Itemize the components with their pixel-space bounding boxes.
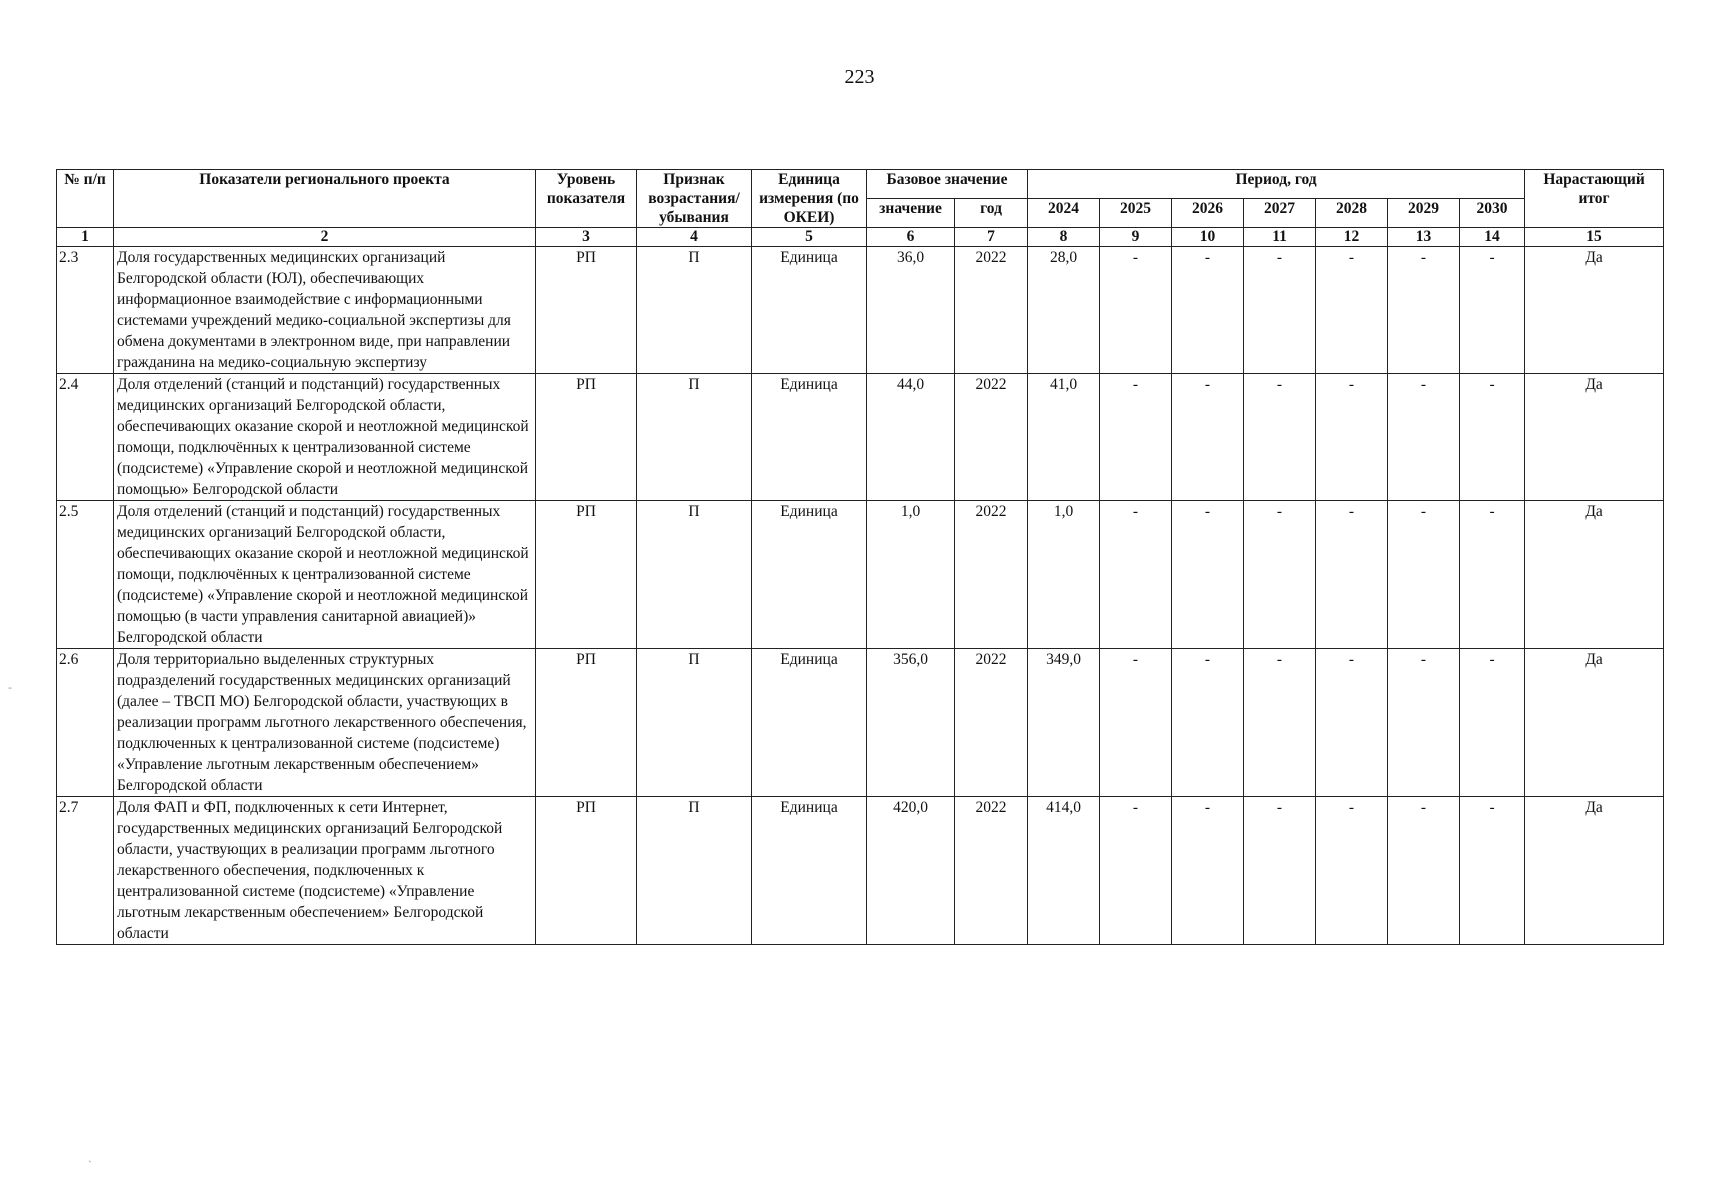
header-sign: Признак возрастания/ убывания [637, 170, 752, 228]
unit-cell: Единица [752, 374, 867, 501]
scan-speck: - [8, 680, 12, 694]
table-row [57, 649, 1664, 797]
cumulative-cell: Да [1525, 247, 1664, 374]
year-value-cell: - [1100, 501, 1172, 649]
base-year-cell: 2022 [955, 247, 1028, 374]
year-value-cell: - [1316, 374, 1388, 501]
year-value-cell: - [1460, 501, 1525, 649]
cumulative-cell: Да [1525, 501, 1664, 649]
level-cell: РП [536, 501, 637, 649]
column-numbers-row [57, 228, 1664, 247]
year-value-cell: - [1244, 797, 1316, 945]
sign-cell: П [637, 501, 752, 649]
column-number: 6 [867, 228, 955, 247]
year-value-cell: - [1460, 649, 1525, 797]
column-number: 3 [536, 228, 637, 247]
year-value-cell: - [1244, 247, 1316, 374]
year-value-cell: - [1316, 649, 1388, 797]
header-unit: Единица измерения (по ОКЕИ) [752, 170, 867, 228]
indicators-table [56, 169, 1664, 945]
column-number: 4 [637, 228, 752, 247]
indicator-name: Доля ФАП и ФП, подключенных к сети Интернет, государственных медицинских организаций Белгородской области, участвующих в реализации программ льготного лекарственного обеспечения, подключенных к централизованной системе (подсистеме) «Управление льготным лекарственным обеспечением» Белгородской области [114, 797, 536, 945]
column-number: 12 [1316, 228, 1388, 247]
header-year: 2024 [1028, 199, 1100, 228]
year-value-cell: - [1172, 374, 1244, 501]
base-year-cell: 2022 [955, 374, 1028, 501]
page-number: 223 [844, 66, 875, 88]
cumulative-cell: Да [1525, 374, 1664, 501]
column-number: 9 [1100, 228, 1172, 247]
year-value-cell: - [1172, 501, 1244, 649]
indicator-name: Доля отделений (станций и подстанций) государственных медицинских организаций Белгородской области, обеспечивающих оказание скорой и неотложной медицинской помощи, подключённых к централизованной системе (подсистеме) «Управление скорой и неотложной медицинской помощью (в части управления санитарной авиацией)» Белгородской области [114, 501, 536, 649]
year-value-cell: - [1388, 797, 1460, 945]
year-value-cell: - [1244, 649, 1316, 797]
year-value-cell: - [1244, 374, 1316, 501]
sign-cell: П [637, 649, 752, 797]
column-number: 13 [1388, 228, 1460, 247]
year-value-cell: - [1388, 247, 1460, 374]
column-number: 11 [1244, 228, 1316, 247]
year-value-cell: - [1388, 649, 1460, 797]
base-year-cell: 2022 [955, 501, 1028, 649]
column-number: 2 [114, 228, 536, 247]
header-base-year: год [955, 199, 1028, 228]
level-cell: РП [536, 797, 637, 945]
base-value-cell: 1,0 [867, 501, 955, 649]
year-value-cell: - [1100, 797, 1172, 945]
base-value-cell: 356,0 [867, 649, 955, 797]
year-value-cell: - [1460, 247, 1525, 374]
sign-cell: П [637, 797, 752, 945]
header-cumulative: Нарастающий итог [1525, 170, 1664, 228]
year-value-cell: - [1172, 797, 1244, 945]
level-cell: РП [536, 649, 637, 797]
indicator-name: Доля государственных медицинских организаций Белгородской области (ЮЛ), обеспечивающих информационное взаимодействие с информационными системами учреждений медико-социальной экспертизы для обмена документами в электронном виде, при направлении гражданина на медико-социальную экспертизу [114, 247, 536, 374]
column-number: 15 [1525, 228, 1664, 247]
header-year: 2030 [1460, 199, 1525, 228]
row-number: 2.4 [57, 374, 114, 501]
year-value-cell: 41,0 [1028, 374, 1100, 501]
year-value-cell: - [1316, 247, 1388, 374]
table-row [57, 501, 1664, 649]
cumulative-cell: Да [1525, 797, 1664, 945]
scan-speck: ` [88, 1158, 92, 1172]
header-base-value: значение [867, 199, 955, 228]
indicator-name: Доля отделений (станций и подстанций) государственных медицинских организаций Белгородской области, обеспечивающих оказание скорой и неотложной медицинской помощи, подключённых к централизованной системе (подсистеме) «Управление скорой и неотложной медицинской помощью» Белгородской области [114, 374, 536, 501]
year-value-cell: - [1388, 501, 1460, 649]
base-value-cell: 36,0 [867, 247, 955, 374]
year-value-cell: - [1100, 247, 1172, 374]
header-num: № п/п [57, 170, 114, 228]
year-value-cell: 1,0 [1028, 501, 1100, 649]
table-row [57, 374, 1664, 501]
cumulative-cell: Да [1525, 649, 1664, 797]
header-year: 2029 [1388, 199, 1460, 228]
column-number: 7 [955, 228, 1028, 247]
column-number: 5 [752, 228, 867, 247]
row-number: 2.6 [57, 649, 114, 797]
header-level: Уровень показателя [536, 170, 637, 228]
column-number: 10 [1172, 228, 1244, 247]
year-value-cell: - [1244, 501, 1316, 649]
column-number: 1 [57, 228, 114, 247]
year-value-cell: - [1172, 649, 1244, 797]
year-value-cell: - [1460, 374, 1525, 501]
column-number: 14 [1460, 228, 1525, 247]
year-value-cell: - [1460, 797, 1525, 945]
base-value-cell: 44,0 [867, 374, 955, 501]
row-number: 2.7 [57, 797, 114, 945]
header-year: 2028 [1316, 199, 1388, 228]
indicator-name: Доля территориально выделенных структурных подразделений государственных медицинских организаций (далее – ТВСП МО) Белгородской области, участвующих в реализации программ льготного лекарственного обеспечения, подключенных к централизованной системе (подсистеме) «Управление льготным лекарственным обеспечением» Белгородской области [114, 649, 536, 797]
header-year: 2026 [1172, 199, 1244, 228]
year-value-cell: - [1388, 374, 1460, 501]
column-number: 8 [1028, 228, 1100, 247]
header-year: 2027 [1244, 199, 1316, 228]
year-value-cell: - [1172, 247, 1244, 374]
header-indicator: Показатели регионального проекта [114, 170, 536, 228]
header-period: Период, год [1028, 170, 1525, 199]
level-cell: РП [536, 247, 637, 374]
table-row [57, 797, 1664, 945]
base-year-cell: 2022 [955, 797, 1028, 945]
year-value-cell: 414,0 [1028, 797, 1100, 945]
row-number: 2.5 [57, 501, 114, 649]
row-number: 2.3 [57, 247, 114, 374]
year-value-cell: - [1316, 797, 1388, 945]
year-value-cell: - [1100, 649, 1172, 797]
year-value-cell: - [1316, 501, 1388, 649]
table-row [57, 247, 1664, 374]
base-year-cell: 2022 [955, 649, 1028, 797]
unit-cell: Единица [752, 247, 867, 374]
header-row-1 [57, 170, 1664, 199]
sign-cell: П [637, 247, 752, 374]
year-value-cell: - [1100, 374, 1172, 501]
header-base: Базовое значение [867, 170, 1028, 199]
year-value-cell: 349,0 [1028, 649, 1100, 797]
year-value-cell: 28,0 [1028, 247, 1100, 374]
sign-cell: П [637, 374, 752, 501]
base-value-cell: 420,0 [867, 797, 955, 945]
header-year: 2025 [1100, 199, 1172, 228]
unit-cell: Единица [752, 649, 867, 797]
level-cell: РП [536, 374, 637, 501]
unit-cell: Единица [752, 797, 867, 945]
unit-cell: Единица [752, 501, 867, 649]
